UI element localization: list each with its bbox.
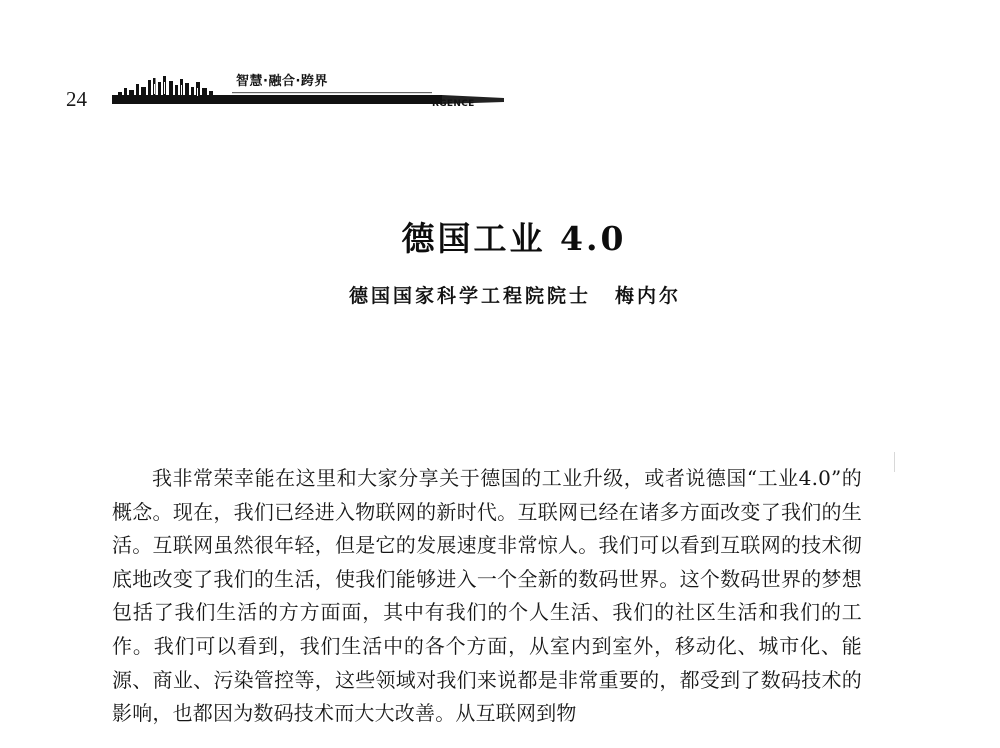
running-header: [0, 0, 1000, 120]
body-paragraph: 我非常荣幸能在这里和大家分享关于德国的工业升级，或者说德国“工业4.0”的概念。现在，我们已经进入物联网的新时代。互联网已经在诸多方面改变了我们的生活。互联网虽然很年轻，但是它的发展速度非常惊人。我们可以看到互联网的技术彻底地改变了我们的生活，使我们能够进入一个全新的数码世界。这个数码世界的梦想包括了我们生活的方方面面，其中有我们的个人生活、我们的社区生活和我们的工作。我们可以看到，我们生活中的各个方面，从室内到室外，移动化、城市化、能源、商业、污染管控等，这些领域对我们来说都是非常重要的，都受到了数码技术的影响，也都因为数码技术而大大改善。从互联网到物: [112, 466, 862, 726]
article-title-text: 德国工业 4.0: [401, 219, 627, 258]
header-tagline: 智慧·融合·跨界: [236, 74, 328, 89]
byline: [0, 282, 1000, 310]
skyline-graphic: [118, 76, 213, 104]
author-affiliation: 德国国家科学工程院院士: [348, 285, 591, 307]
page-number: 24: [66, 87, 87, 111]
author-name: 梅内尔: [615, 285, 682, 307]
margin-mark: [894, 452, 895, 472]
article-title: [0, 215, 1000, 263]
header-band-text: RGENCE: [432, 99, 475, 109]
